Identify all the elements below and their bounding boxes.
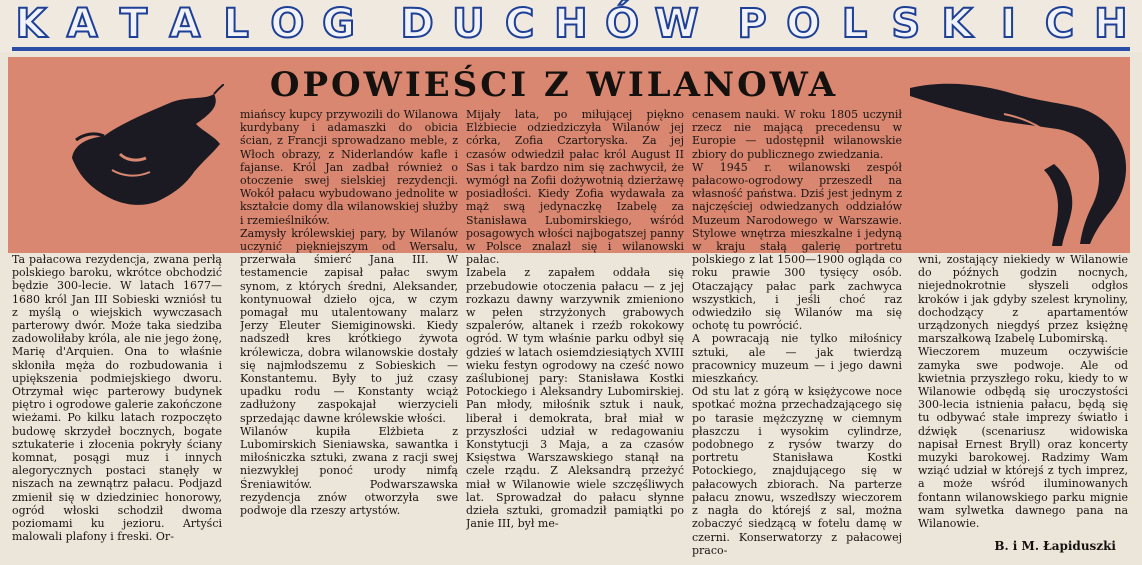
article-column-5: wni, zostający niekiedy w Wilanowie do późnych godzin nocnych, niejednokrotnie słyszeli odgłos kroków i jak gdyby szelest krynoliny, dochodzący z apartamentów urządzonych niegdyś przez księżnę marszałkową Izabelę Lubomirską. Wieczorem muzeum oczywiście zamyka swe podwoje. Ale od kwietnia przyszłego roku, kiedy to w Wilanowie odbędą się uroczystości 300-lecia istnienia pałacu, będą się tu odbywać stałe imprezy światło i dźwięk (scenariusz widowiska napisał Ernest Bryll) oraz koncerty muzyki barokowej. Radzimy Wam wziąć udział w którejś z tych imprez, a może wśród iluminowanych fontann wilanowskiego parku mignie wam sylwetka dawnego pana na Wilanowie. — [918, 253, 1128, 531]
masthead-divider — [12, 47, 1130, 51]
masthead-letter: D — [400, 1, 434, 47]
ghost-illustration-right — [904, 74, 1134, 254]
article-title: OPOWIEŚCI Z WILANOWA — [269, 65, 839, 105]
masthead-letter: H — [554, 1, 588, 47]
masthead-letter: C — [1044, 1, 1075, 47]
ghost-illustration-left — [64, 84, 224, 212]
masthead-letter: C — [504, 1, 535, 47]
masthead-letter: H — [1094, 1, 1128, 47]
article-column-3: Mijały lata, po miłującej piękno Elżbiecie odziedziczyła Wilanów jej córka, Zofia Czartoryska. Za jej czasów odwiedził pałac król August II Sas i tak bardzo nim się zachwycił, że wymógł na Zofii dożywotnią dzierżawę posiadłości. Kiedy Zofia wydawała za mąż swą jedynaczkę Izabelę za Stanisława Lubomirskiego, wśród posagowych włości najbogatszej panny w Polsce znalazł się i wilanowski pałac. Izabela z zapałem oddała się przebudowie otoczenia pałacu — z jej rozkazu dawny warzywnik zmieniono w pełen strzyżonych grabowych szpalerów, altanek i rzeźb rokokowy ogród. W tym właśnie parku odbył się gdzieś w latach osiemdziesiątych XVIII wieku festyn ogrodowy na cześć nowo zaślubionej pary: Stanisława Kostki Potockiego i Aleksandry Lubomirskiej. Pan młody, miłośnik sztuk i nauk, liberał i demokrata, brał miał w przyszłości udział w redagowaniu Konstytucji 3 Maja, a za czasów Księstwa Warszawskiego stanął na czele rządu. Z Aleksandrą przeżyć miał w Wilanowie wiele szczęśliwych lat. Sprowadzał do pałacu słynne dzieła sztuki, gromadził pamiątki po Janie III, był me- — [466, 108, 684, 531]
masthead-letter: T — [119, 1, 148, 47]
article-column-1: Ta pałacowa rezydencja, zwana perłą polskiego baroku, wkrótce obchodzić będzie 300-lecie. W latach 1677—1680 król Jan III Sobieski wzniósł tu z myślą o wiejskich wywczasach parterowy dwór. Może taka siedziba zadowoliłaby króla, ale nie jego żonę, Marię d'Arquien. Ona to właśnie skłoniła męża do rozbudowania i upiększenia podmiejskiego dworu. Otrzymał więc parterowy budynek piętro i ogrodowe galerie zakończone wieżami. Po kilku latach rozpoczęto budowę skrzydeł bocznych, bogate sztukaterie i złocenia pokryły ściany komnat, posągi muz i innych alegorycznych postaci stanęły w niszach na zewnątrz pałacu. Podjazd zmienił się w dziedziniec honorowy, ogród włoski schodził dwoma poziomami ku jezioru. Artyści malowali plafony i freski. Or- — [12, 253, 222, 544]
masthead-letter: O — [270, 1, 305, 47]
article-column-4: cenasem nauki. W roku 1805 uczynił rzecz nie mającą precedensu w Europie — udostępnił wilanowskie zbiory do publicznego zwiedzania. W 1945 r. wilanowski zespół pałacowo-ogrodowy przeszedł na własność państwa. Dziś jest jednym z najczęściej odwiedzanych oddziałów Muzeum Narodowego w Warszawie. Stylowe wnętrza mieszkalne i jedyną w kraju stałą galerię portretu polskiego z lat 1500—1900 ogląda co roku prawie 300 tysięcy osób. Otaczający pałac park zachwyca wszystkich, i jeśli choć raz odwiedziło się Wilanów ma się ochotę tu powrócić. A powracają nie tylko miłośnicy sztuki, ale — jak twierdzą pracownicy muzeum — i jego dawni mieszkańcy. Od stu lat z górą w księżycowe noce spotkać można przechadzającego się po tarasie mężczyznę w ciemnym płaszczu i wysokim cylindrze, podobnego z rysów twarzy do portretu Stanisława Kostki Potockiego, znajdującego się w pałacowych zbiorach. Na parterze pałacu znowu, wszedłszy wieczorem z nagła do którejś z sal, można zobaczyć siedzącą w fotelu damę w czerni. Konserwatorzy z pałacowej praco- — [692, 108, 902, 557]
masthead-letter: A — [66, 1, 98, 47]
masthead-title — [12, 2, 1130, 46]
masthead-letter: K — [15, 1, 47, 47]
article-byline: B. i M. Łapiduszki — [994, 539, 1116, 553]
masthead-letter: O — [786, 1, 821, 47]
masthead-letter: L — [841, 1, 868, 47]
masthead — [0, 0, 1142, 52]
masthead-letter: W — [654, 1, 699, 47]
masthead-letter: G — [322, 1, 356, 47]
masthead-letter: P — [737, 1, 767, 47]
masthead-letter: A — [169, 1, 201, 47]
masthead-letter: Ó — [605, 1, 640, 47]
masthead-letter: L — [223, 1, 249, 47]
masthead-letter: I — [1000, 1, 1016, 47]
masthead-letter: U — [452, 1, 485, 47]
masthead-letter: S — [891, 1, 921, 47]
masthead-letter: K — [941, 1, 973, 47]
article-column-2: miańscy kupcy przywozili do Wilanowa kurdybany i adamaszki do obicia ścian, z Francji sprowadzano meble, z Włoch obrazy, z Niderlandów kafle i fajanse. Król Jan zadbał również o otoczenie swej sielskiej rezydencji. Wokół pałacu wybudowano jednolite w kształcie domy dla wilanowskiej służby i rzemieślników. Zamysły królewskiej pary, by Wilanów uczynić piękniejszym od Wersalu, przerwała śmierć Jana III. W testamencie zapisał pałac swym synom, z których średni, Aleksander, kontynuował dzieło ojca, w czym pomagał mu utalentowany malarz Jerzy Eleuter Siemiginowski. Kiedy nadszedł kres krótkiego żywota królewicza, dobra wilanowskie dostały się najmłodszemu z Sobieskich — Konstantemu. Były to już czasy upadku rodu — Konstanty wciąż zadłużony zaspokajał wierzycieli sprzedając dawne królewskie włości. Wilanów kupiła Elżbieta z Lubomirskich Sieniawska, sawantka i miłośniczka sztuki, zwana z racji swej niezwykłej ponoć urody nimfą Śreniawitów. Podwarszawska rezydencja znów otworzyła swe podwoje dla rzeszy artystów. — [240, 108, 458, 518]
